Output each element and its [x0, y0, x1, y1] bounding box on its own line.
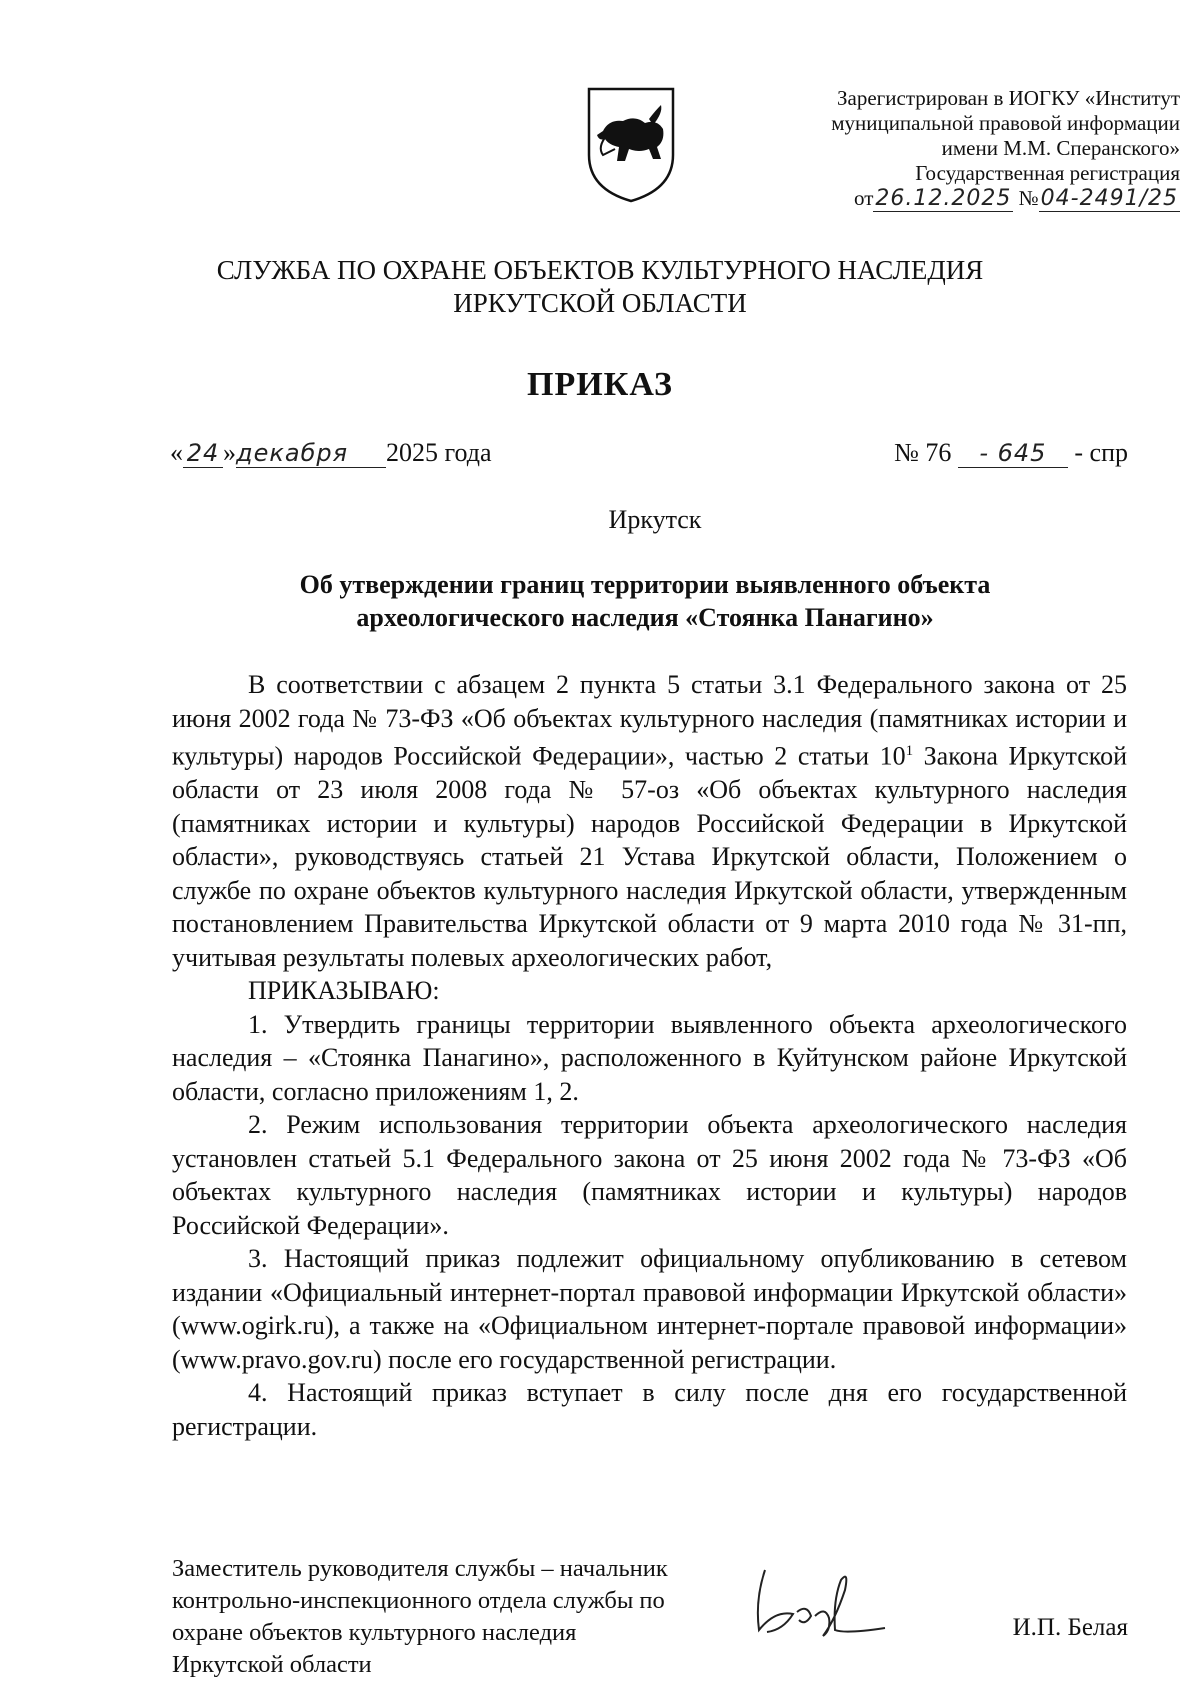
signatory-position-line: Иркутской области — [172, 1651, 372, 1678]
order-number — [894, 438, 1128, 468]
order-number-handwritten: - 645 — [958, 439, 1068, 468]
date-day-handwritten: 24 — [183, 439, 223, 468]
registration-line: Зарегистрирован в ИОГКУ «Институт — [836, 86, 1180, 110]
date-close-quote: » — [223, 438, 236, 467]
order-subject — [170, 568, 1120, 634]
reg-number-handwritten: 04-2491/25 — [1040, 186, 1178, 211]
coat-of-arms-icon — [583, 85, 679, 205]
city: Иркутск — [608, 505, 702, 534]
signatory-position — [172, 1553, 812, 1681]
order-item: 3. Настоящий приказ подлежит официальному опубликованию в сетевом издании «Официальный интернет-портал правовой информации Иркутской области» (www.ogirk.ru), а также на «Официальном интернет-портале правовой информации» (www.pravo.gov.ru) после его государственной регистрации. — [172, 1244, 1127, 1374]
registration-line: Государственная регистрация — [915, 161, 1180, 185]
preamble-paragraph — [172, 668, 1127, 974]
coat-of-arms-emblem — [583, 85, 679, 205]
signatory-position-line: охране объектов культурного наследия — [172, 1619, 577, 1646]
registration-stamp — [780, 86, 1180, 211]
reg-from-label: от — [854, 186, 874, 210]
order-body — [172, 668, 1127, 1443]
agency-name-line: СЛУЖБА ПО ОХРАНЕ ОБЪЕКТОВ КУЛЬТУРНОГО НАСЛЕДИЯ — [216, 255, 984, 285]
reg-date-handwritten: 26.12.2025 — [875, 186, 1012, 211]
document-title: ПРИКАЗ — [527, 366, 673, 403]
date-month-handwritten: декабря — [236, 439, 386, 468]
order-date — [170, 438, 492, 468]
subject-line: археологического наследия «Стоянка Панагино» — [356, 603, 934, 632]
preamble-text: Закона Иркутской области от 23 июля 2008 года № 57-оз «Об объектах культурного наследия (памятниках истории и культуры) народов Российской Федерации в Иркутской области», руководствуясь статьей 21 Устава Иркутской области, Положением о службе по охране объектов культурного наследия Иркутской области, утвержденным постановлением Правительства Иркутской области от 9 марта 2010 года № 31-пп, учитывая результаты полевых археологических работ, — [172, 741, 1128, 972]
order-number-suffix: - спр — [1074, 438, 1128, 467]
order-item: 4. Настоящий приказ вступает в силу после дня его государственной регистрации. — [172, 1378, 1127, 1441]
agency-name — [0, 254, 1200, 320]
signatory-position-line: контрольно-инспекционного отдела службы по — [172, 1587, 665, 1614]
signatory-name: И.П. Белая — [1012, 1614, 1128, 1641]
registration-line: имени М.М. Сперанского» — [941, 136, 1180, 160]
registration-line: муниципальной правовой информации — [831, 111, 1180, 135]
order-word: ПРИКАЗЫВАЮ: — [248, 976, 440, 1006]
preamble-text: В соответствии с абзацем 2 пункта 5 статьи 3.1 Федерального закона от 25 июня 2002 года № 73-ФЗ «Об объектах культурного наследия (памятниках истории и культуры) народов Российской Федерации», частью 2 статьи 10 — [172, 670, 1127, 771]
order-item: 1. Утвердить границы территории выявленного объекта археологического наследия – «Стоянка Панагино», расположенного в Куйтунском районе Иркутской области, согласно приложениям 1, 2. — [172, 1009, 1127, 1106]
signature-icon — [745, 1550, 895, 1650]
agency-name-line: ИРКУТСКОЙ ОБЛАСТИ — [453, 288, 747, 318]
signatory-position-line: Заместитель руководителя службы – начальник — [172, 1555, 668, 1582]
subject-line: Об утверждении границ территории выявленного объекта — [299, 570, 991, 599]
order-number-prefix: № 76 — [894, 438, 952, 467]
registration-date-number-line — [780, 186, 1180, 211]
preamble-superscript: 1 — [905, 743, 914, 759]
date-open-quote: « — [170, 438, 183, 467]
reg-number-label: № — [1018, 186, 1039, 210]
date-year: 2025 года — [386, 438, 492, 467]
handwritten-signature — [745, 1550, 895, 1650]
order-item: 2. Режим использования территории объекта археологического наследия установлен статьей 5.1 Федерального закона от 25 июня 2002 года № 73-ФЗ «Об объектах культурного наследия (памятниках истории и культуры) народов Российской Федерации». — [172, 1110, 1127, 1240]
